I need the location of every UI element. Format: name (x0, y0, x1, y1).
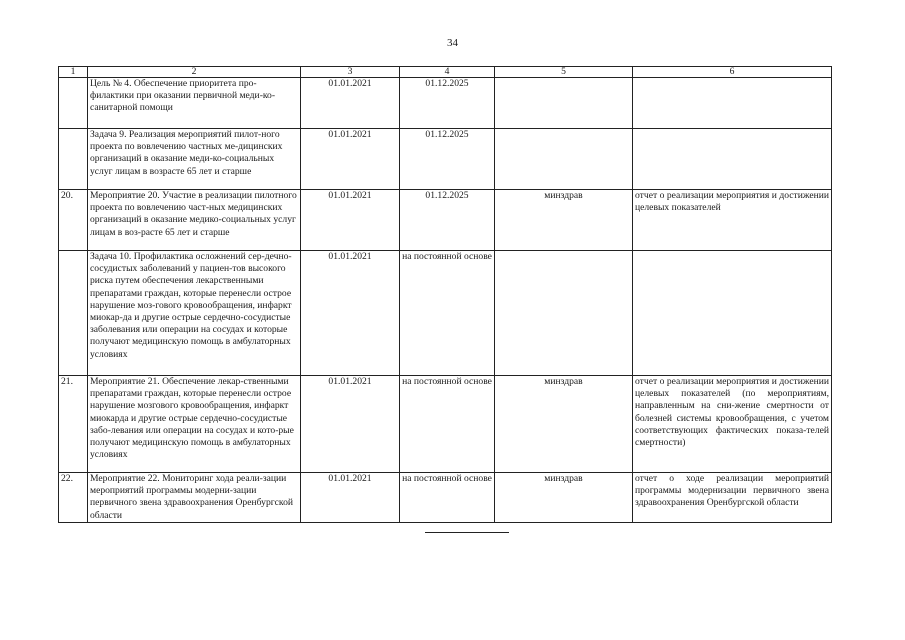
table-row-measure-20 (59, 190, 832, 251)
row-number: 20. (59, 190, 88, 251)
row-executor: минздрав (495, 376, 633, 473)
row-executor (495, 78, 633, 129)
measures-table (58, 66, 832, 523)
column-header: 6 (633, 67, 832, 78)
row-name: Задача 10. Профилактика осложнений сер-дечно-сосудистых заболеваний у пациен-тов высокого риска путем обеспечения лекарственными препаратами граждан, которые перенесли острое нарушение моз-гового кровообращения, инфаркт миокар-да и другие острые сердечно-сосудистые заболевания или операции на сосудах и которые получают медицинскую помощь в амбулаторных условиях (88, 251, 301, 376)
row-result (633, 78, 832, 129)
row-result (633, 251, 832, 376)
table-row-goal-4 (59, 78, 832, 129)
row-result: отчет о реализации мероприятия и достижении целевых показателей (по мероприятиям, направленным на сни-жение смертности от болезней системы кровообращения, с учетом соответствующих фактических показа-телей смертности) (633, 376, 832, 473)
row-number: 21. (59, 376, 88, 473)
row-end-date: 01.12.2025 (400, 78, 495, 129)
row-executor (495, 251, 633, 376)
row-result (633, 129, 832, 190)
row-start-date: 01.01.2021 (301, 78, 400, 129)
row-start-date: 01.01.2021 (301, 473, 400, 523)
row-result: отчет о ходе реализации мероприятий программы модернизации первичного звена здравоохранения Оренбургской области (633, 473, 832, 523)
row-number: 22. (59, 473, 88, 523)
footer-divider (425, 532, 509, 533)
row-executor: минздрав (495, 190, 633, 251)
table-row-task-10 (59, 251, 832, 376)
row-end-date: на постоянной основе (400, 473, 495, 523)
row-start-date: 01.01.2021 (301, 376, 400, 473)
row-start-date: 01.01.2021 (301, 251, 400, 376)
row-end-date: 01.12.2025 (400, 190, 495, 251)
row-name: Мероприятие 21. Обеспечение лекар-ственными препаратами граждан, которые перенесли острое нарушение мозгового кровообращения, инфаркт миокарда и другие острые сердечно-сосудистые забо-левания или операции на сосудах и кото-рые получают медицинскую помощь в амбулаторных условиях (88, 376, 301, 473)
row-executor: минздрав (495, 473, 633, 523)
row-name: Мероприятие 22. Мониторинг хода реали-зации мероприятий программы модерни-зации первичного звена здравоохранения Оренбургской области (88, 473, 301, 523)
row-name: Мероприятие 20. Участие в реализации пилотного проекта по вовлечению част-ных медицинских организаций в оказание медико-социальных услуг лицам в воз-расте 65 лет и старше (88, 190, 301, 251)
page-number: 34 (447, 37, 458, 49)
row-end-date: 01.12.2025 (400, 129, 495, 190)
row-number (59, 78, 88, 129)
table-row-task-9 (59, 129, 832, 190)
row-result: отчет о реализации мероприятия и достижении целевых показателей (633, 190, 832, 251)
column-header: 2 (88, 67, 301, 78)
row-start-date: 01.01.2021 (301, 190, 400, 251)
table-header-row (59, 67, 832, 78)
column-header: 3 (301, 67, 400, 78)
row-end-date: на постоянной основе (400, 376, 495, 473)
column-header: 5 (495, 67, 633, 78)
row-start-date: 01.01.2021 (301, 129, 400, 190)
row-number (59, 129, 88, 190)
row-executor (495, 129, 633, 190)
row-number (59, 251, 88, 376)
row-name: Задача 9. Реализация мероприятий пилот-ного проекта по вовлечению частных ме-дицинских организаций в оказание меди-ко-социальных услуг лицам в возрасте 65 лет и старше (88, 129, 301, 190)
table-row-measure-22 (59, 473, 832, 523)
column-header: 4 (400, 67, 495, 78)
row-end-date: на постоянной основе (400, 251, 495, 376)
row-name: Цель № 4. Обеспечение приоритета про-филактики при оказании первичной меди-ко-санитарной помощи (88, 78, 301, 129)
column-header: 1 (59, 67, 88, 78)
table-row-measure-21 (59, 376, 832, 473)
